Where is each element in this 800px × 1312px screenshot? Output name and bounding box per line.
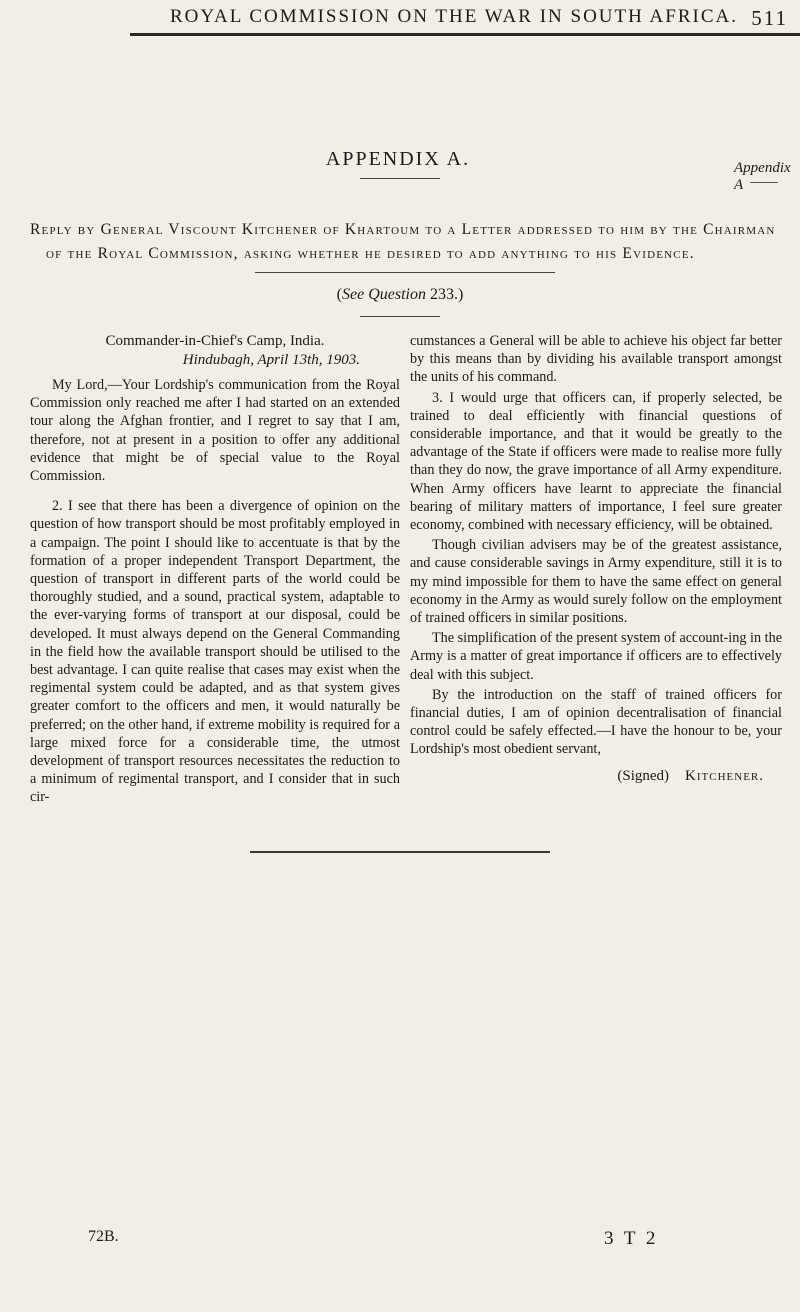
- see-question-rest: 233.): [425, 286, 464, 303]
- signed-name: Kitchener.: [685, 767, 764, 784]
- running-head-title: ROYAL COMMISSION ON THE WAR IN SOUTH AFRICA.: [170, 6, 738, 27]
- letter-place: Commander-in-Chief's Camp, India.: [105, 333, 325, 349]
- signature: [410, 767, 782, 785]
- paragraph-1: My Lord,—Your Lordship's communication from the Royal Commission only reached me after I had started on an extended tour along the Afghan frontier, and I regret to say that I am, therefore, not at present in a position to offer any additional evidence that might be of special value to the Royal Commission.: [30, 377, 400, 485]
- letter-date: Hindubagh, April 13th, 1903.: [182, 352, 360, 368]
- left-column: [30, 332, 400, 807]
- see-question-reference: [0, 286, 800, 304]
- right-column: [410, 332, 782, 785]
- header-rule: [130, 33, 800, 36]
- paragraph-2: 2. I see that there has been a divergence of opinion on the question of how transport should be most profitably employed in a campaign. The point I should like to accentuate is that by the formation of a proper independent Transport Department, the question of transport in different parts of the world could be thoroughly studied, and a sound, practical system, adaptable to the ever-varying forms of transport at our disposal, could be developed. It must always depend on the General Commanding in the field how the available transport should be utilised to the best advantage. I can quite realise that cases may exist when the regimental system could be adapted, and as that system gives greater comfort to the officers and men, it would naturally be preferred; on the other hand, if extreme mobility is required for a large mixed force for a considerable time, the utmost development of transport resources necessitates the reduction to a minimum of regimental transport, and I consider that in such cir-: [30, 498, 400, 806]
- sheet-mark: 3 T 2: [604, 1228, 659, 1249]
- paragraph-3: 3. I would urge that officers can, if properly selected, be trained to deal efficiently with financial questions of considerable importance, and that it would be greatly to the advantage of the State if officers were made to realise more fully than they do now, the grave importance of all Army expenditure. When Army officers have learnt to appreciate the financial bearing of military matters of importance, I feel sure greater economy, combined with necessary efficiency, will be obtained.: [410, 389, 782, 534]
- paragraph-5: The simplification of the present system of account-ing in the Army is a matter of great importance if officers are to effectively deal with this subject.: [410, 630, 782, 683]
- end-rule: [250, 851, 550, 853]
- page-number: 511: [751, 6, 788, 30]
- main-heading-line1: Reply by General Viscount Kitchener of Khartoum to a Letter addressed to him by the Chairman: [30, 221, 776, 238]
- see-question-open: (: [336, 286, 342, 303]
- see-question-italic: See Question: [342, 286, 426, 303]
- heading-rule: [255, 272, 555, 273]
- main-heading-line2: of the Royal Commission, asking whether he desired to add anything to his Evidence.: [46, 245, 695, 262]
- main-heading: [30, 218, 790, 266]
- appendix-heading: APPENDIX A.: [325, 148, 471, 170]
- paragraph-6: By the introduction on the staff of trained officers for financial duties, I am of opinion decentralisation of financial control could be safely effected.—I have the honour to be, your Lordship's most obedient servant,: [410, 686, 782, 758]
- see-question-rule: [360, 316, 440, 317]
- signed-label: (Signed): [617, 767, 670, 784]
- paragraph-2-continued: cumstances a General will be able to achieve his object far better by this means than by dividing his available transport amongst the units of his command.: [410, 333, 782, 386]
- margin-note-rule: [750, 182, 778, 183]
- paragraph-4: Though civilian advisers may be of the greatest assistance, and cause considerable savings in Army expenditure, still it is to my mind impossible for them to have the same effect on general economy in the Army as would surely follow on the employment of trained officers in similar positions.: [410, 537, 782, 627]
- signature-mark: 72B.: [88, 1228, 119, 1245]
- margin-note: Appendix A: [734, 160, 791, 193]
- appendix-rule: [360, 178, 440, 179]
